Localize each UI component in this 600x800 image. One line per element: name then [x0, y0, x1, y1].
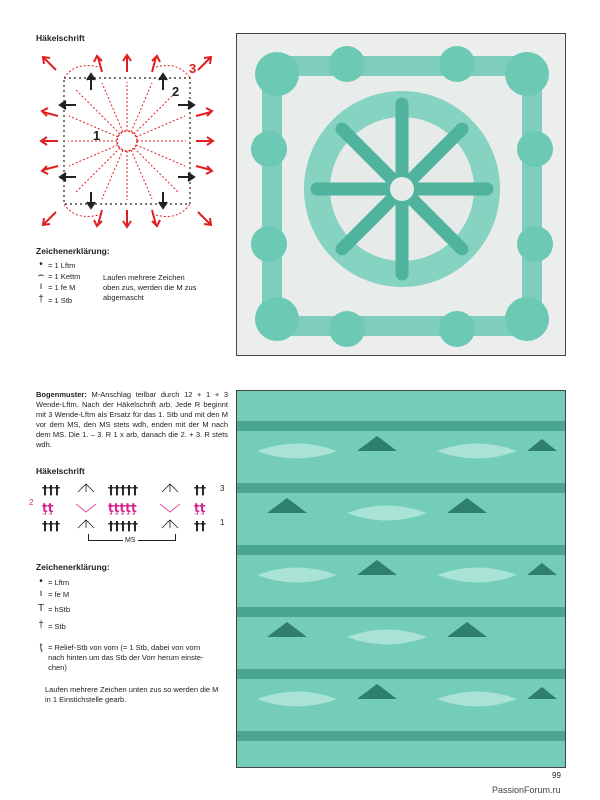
legend-symbol: †: [38, 294, 44, 305]
bottom-legend-item: [36, 621, 66, 631]
top-legend-heading: Zeichenerklärung:: [36, 246, 110, 256]
svg-text:†††: †††: [42, 483, 60, 497]
top-legend-item: [36, 271, 80, 281]
legend-text: = Lftm: [48, 577, 70, 587]
svg-text:†††††: †††††: [108, 483, 138, 497]
bottom-legend-item: [36, 604, 70, 614]
granny-square-photo: [236, 33, 566, 356]
legend-text: = 1 Kettm: [48, 271, 81, 281]
legend-symbol: •: [39, 259, 43, 270]
legend-symbol: ı: [39, 281, 43, 292]
svg-text:†††††: †††††: [108, 519, 138, 533]
round-label-3: 3: [189, 61, 197, 76]
top-legend-note: Laufen mehrere Zeichen oben zus, werden die M zus abgemascht: [103, 273, 197, 302]
legend-symbol: ı: [39, 588, 43, 599]
bottom-chart-heading: Häkelschrift: [36, 466, 85, 476]
svg-text:ţţţţţ: ţţţţţ: [108, 501, 137, 515]
pattern-title: Bogenmuster:: [36, 390, 87, 399]
ms-label: MS: [125, 537, 136, 544]
bottom-legend-item: [36, 643, 216, 673]
legend-text: = 1 fe M: [48, 282, 76, 292]
svg-text:††: ††: [194, 483, 206, 497]
bottom-legend-note: Laufen mehrere Zeichen unten zus so werden die M in 1 Einstichstelle gearb.: [45, 685, 219, 704]
svg-text:ţţ: ţţ: [194, 501, 206, 515]
arch-pattern-chart: [36, 478, 228, 540]
legend-text: = hStb: [48, 604, 70, 614]
legend-symbol: †: [38, 620, 44, 631]
svg-text:††: ††: [194, 519, 206, 533]
granny-square-chart: [36, 50, 218, 232]
legend-text: = Relief-Stb von vorn (= 1 Stb, dabei von vorn nach hinten um das Stb der Vorr herum einste-chen): [48, 643, 204, 672]
legend-symbol: ţ: [39, 642, 43, 653]
round-label-1: 1: [93, 128, 101, 143]
legend-text: = 1 Stb: [48, 295, 73, 305]
legend-symbol: T: [37, 603, 45, 614]
legend-symbol: ⌢: [37, 270, 45, 281]
legend-symbol: •: [39, 576, 43, 587]
arch-pattern-photo: [236, 390, 566, 768]
legend-text: = Stb: [48, 621, 66, 631]
svg-text:ţţ: ţţ: [42, 501, 54, 515]
top-legend-item: [36, 282, 75, 292]
pattern-description: [36, 390, 228, 450]
watermark: PassionForum.ru: [492, 785, 561, 795]
pattern-text: M-Anschlag teilbar durch 12 + 1 + 3 Wende-Lftm. Nach der Häkelschrift arb. Jede R beginnt mit 3 Wende-Lftm als Ersatz für das 1. Stb und mit den M vor dem MS, den MS stets wdh, enden mit der M nach dem MS. Die 1. – 3. R 1 x arb, danach die 2. + 3. R stets wdh.: [36, 390, 228, 449]
svg-text:†††: †††: [42, 519, 60, 533]
top-legend-item: [36, 295, 72, 305]
row-label-1: 1: [220, 518, 225, 527]
top-chart-heading: Häkelschrift: [36, 33, 85, 43]
top-legend-item: [36, 260, 75, 270]
bottom-legend-item: [36, 577, 69, 587]
round-label-2: 2: [172, 84, 180, 99]
bottom-legend-item: [36, 589, 69, 599]
bottom-legend-heading: Zeichenerklärung:: [36, 562, 110, 572]
page-number: 99: [552, 771, 561, 780]
legend-text: = 1 Lftm: [48, 260, 76, 270]
row-label-3: 3: [220, 484, 225, 493]
legend-text: = fe M: [48, 589, 70, 599]
row-label-2: 2: [29, 498, 34, 507]
